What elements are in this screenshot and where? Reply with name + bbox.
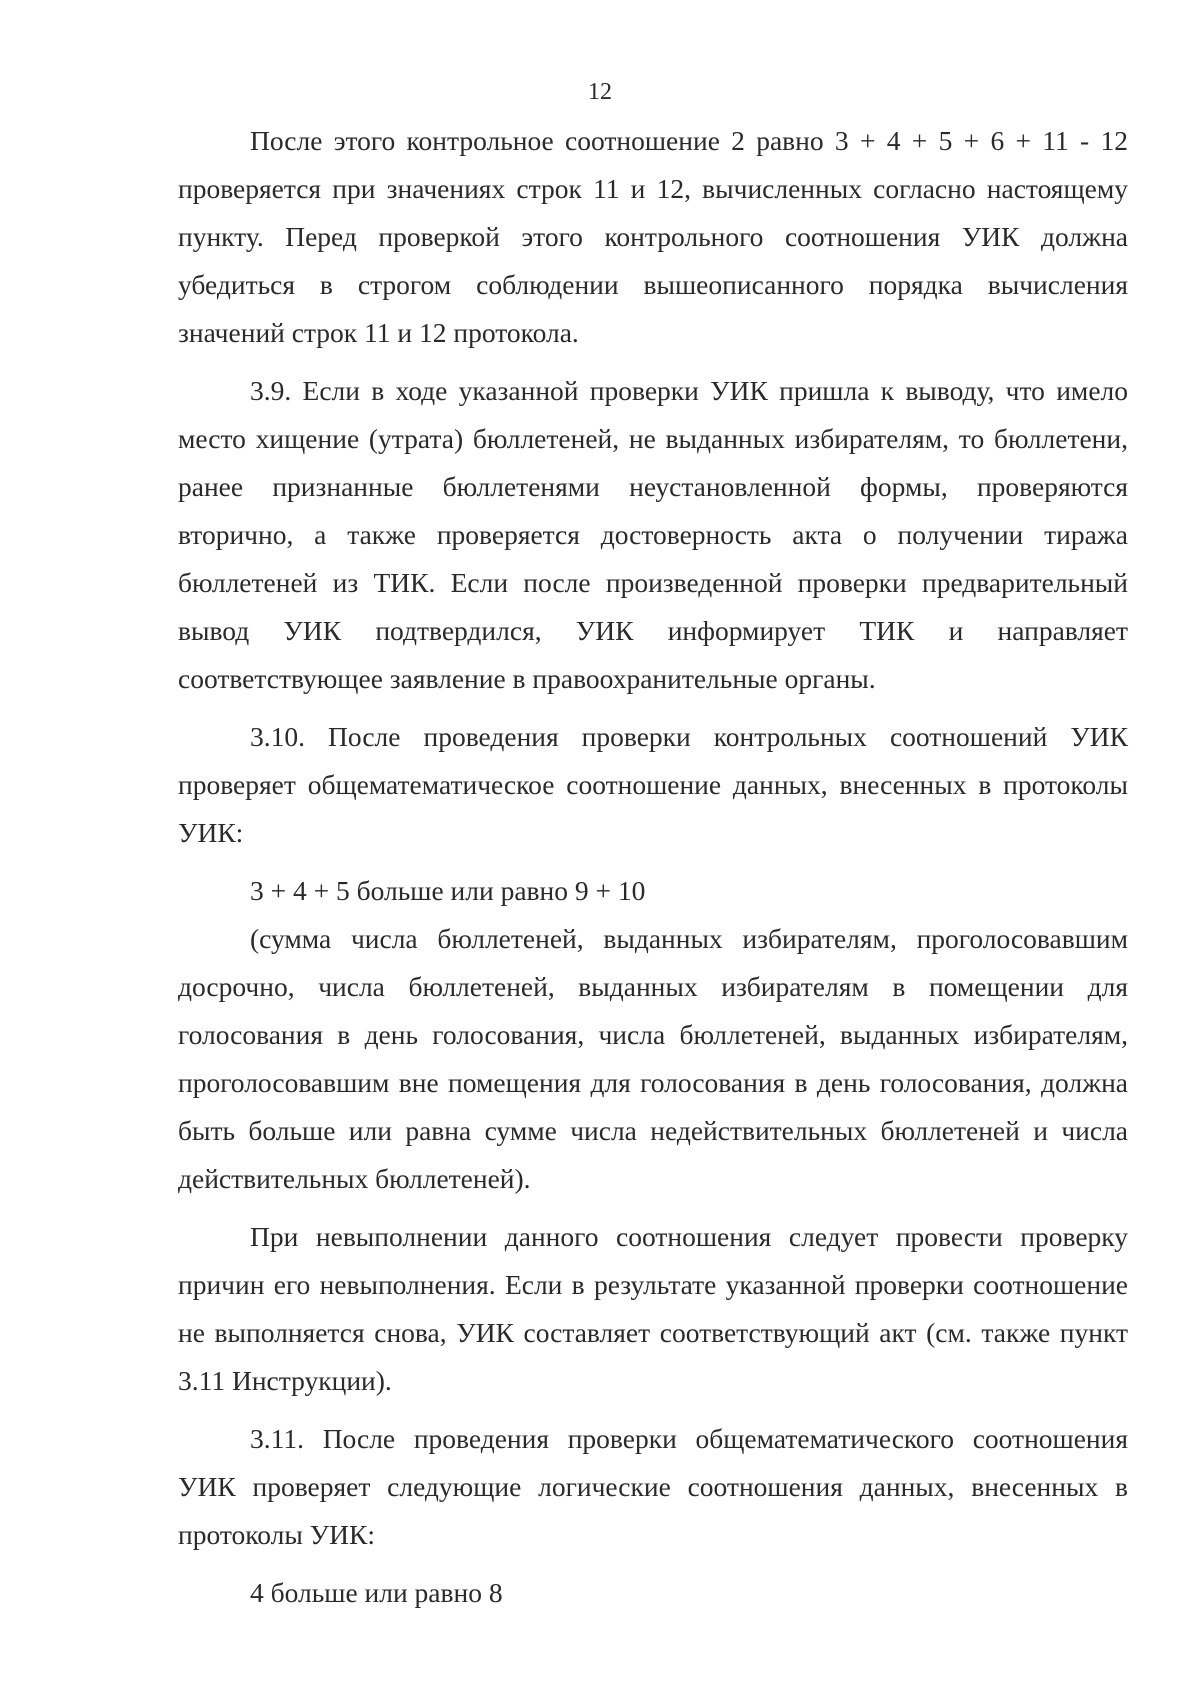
paragraph-3-9: 3.9. Если в ходе указанной проверки УИК пришла к выводу, что имело место хищение (утрата) бюллетеней, не выданных избирателям, то бюллетени, ранее признанные бюллетенями неустановленной формы, проверяются вторично, а также проверяется достоверность акта о получении тиража бюллетеней из ТИК. Если после произведенной проверки предварительный вывод УИК подтвердился, УИК информирует ТИК и направляет соответствующее заявление в правоохранительные органы. [178, 375, 1128, 694]
page-number: 12 [588, 79, 612, 105]
paragraph-ratio-explanation: (сумма числа бюллетеней, выданных избирателям, проголосовавшим досрочно, числа бюллетеней, выданных избирателям в помещении для голосования в день голосования, числа бюллетеней, выданных избирателям, проголосовавшим вне помещения для голосования в день голосования, должна быть больше или равна сумме числа недействительных бюллетеней и числа действительных бюллетеней). [178, 923, 1128, 1194]
formula-logical-ratio: 4 больше или равно 8 [250, 1577, 503, 1608]
paragraph-ratio-failure: При невыполнении данного соотношения следует провести проверку причин его невыполнения. Если в результате указанной проверки соотношение не выполняется снова, УИК составляет соответствующий акт (см. также пункт 3.11 Инструкции). [178, 1221, 1128, 1396]
formula-general-ratio: 3 + 4 + 5 больше или равно 9 + 10 [250, 875, 646, 906]
paragraph-3-10: 3.10. После проведения проверки контрольных соотношений УИК проверяет общематематическое соотношение данных, внесенных в протоколы УИК: [178, 721, 1128, 848]
paragraph-3-11: 3.11. После проведения проверки общематематического соотношения УИК проверяет следующие логические соотношения данных, внесенных в протоколы УИК: [178, 1423, 1128, 1550]
paragraph-control-ratio-note: После этого контрольное соотношение 2 равно 3 + 4 + 5 + 6 + 11 - 12 проверяется при значениях строк 11 и 12, вычисленных согласно настоящему пункту. Перед проверкой этого контрольного соотношения УИК должна убедиться в строгом соблюдении вышеописанного порядка вычисления значений строк 11 и 12 протокола. [178, 125, 1128, 348]
document-body [178, 117, 1128, 1617]
